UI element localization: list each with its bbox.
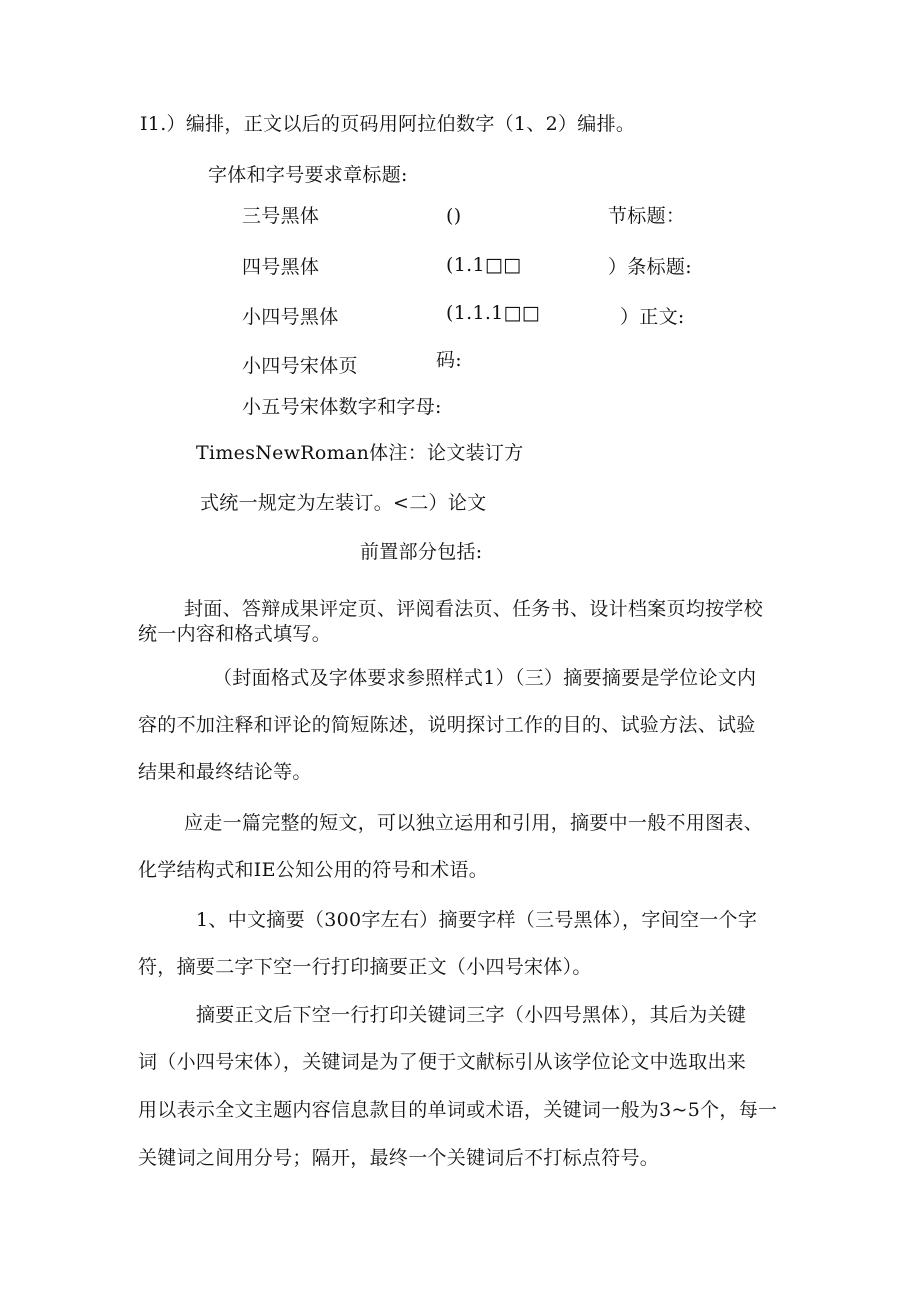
paragraph-5-line-1: 摘要正文后下空一行打印关键词三字（小四号黑体），其后为关键 [196, 1004, 747, 1026]
text-line: I1.）编排，正文以后的页码用阿拉伯数字（1、2）编排。 [140, 113, 636, 135]
paragraph-1-line-1: 封面、答辩成果评定页、评阅看法页、任务书、设计档案页均按学校 [184, 598, 764, 620]
font-row-5: 小五号宋体数字和字母: [242, 396, 442, 418]
font-row-6: TimesNewRoman体注：论文装订方 [196, 442, 524, 464]
font-row-2-code: (1.1□□ [446, 254, 522, 276]
font-row-3-code: (1.1.1□□ [446, 302, 541, 324]
section-heading: 前置部分包括: [360, 541, 483, 563]
paragraph-5-line-4: 关键词之间用分号；隔开，最终一个关键词后不打标点符号。 [138, 1147, 660, 1169]
font-row-4-next: 码: [436, 349, 463, 371]
fonts-heading: 字体和字号要求章标题: [208, 164, 408, 186]
paragraph-5-line-3: 用以表示全文主题内容信息款目的单词或术语，关键词一般为3~5个，每一 [138, 1099, 778, 1121]
binding-line: 式统一规定为左装订。<二）论文 [200, 492, 487, 514]
paragraph-1-line-2: 统一内容和格式填写。 [138, 623, 332, 645]
font-row-4-label: 小四号宋体页 [242, 355, 358, 374]
font-row-1-code: () [446, 205, 462, 227]
paragraph-2-line-2: 容的不加注释和评论的简短陈述，说明探讨工作的目的、试验方法、试验 [138, 714, 756, 736]
font-row-3-next: ）正文: [620, 306, 685, 328]
paragraph-3-line-1: 应走一篇完整的短文，可以独立运用和引用，摘要中一般不用图表、 [184, 812, 764, 834]
paragraph-3-line-2: 化学结构式和IE公知公用的符号和术语。 [138, 859, 489, 881]
paragraph-4-line-1: 1、中文摘要（300字左右）摘要字样（三号黑体），字间空一个字 [196, 909, 758, 931]
font-row-1-next: 节标题： [608, 205, 686, 227]
font-row-3-label: 小四号黑体 [242, 306, 339, 328]
font-row-1-label: 三号黑体 [242, 205, 320, 227]
paragraph-4-line-2: 符，摘要二字下空一行打印摘要正文（小四号宋体）。 [138, 956, 592, 978]
font-row-2-next: ）条标题: [608, 256, 692, 278]
paragraph-2-line-1: （封面格式及字体要求参照样式1）（三）摘要摘要是学位论文内 [213, 667, 757, 689]
paragraph-5-line-2: 词（小四号宋体），关键词是为了便于文献标引从该学位论文中选取出来 [138, 1051, 747, 1073]
font-row-2-label: 四号黑体 [242, 256, 320, 278]
paragraph-2-line-3: 结果和最终结论等。 [138, 761, 312, 783]
